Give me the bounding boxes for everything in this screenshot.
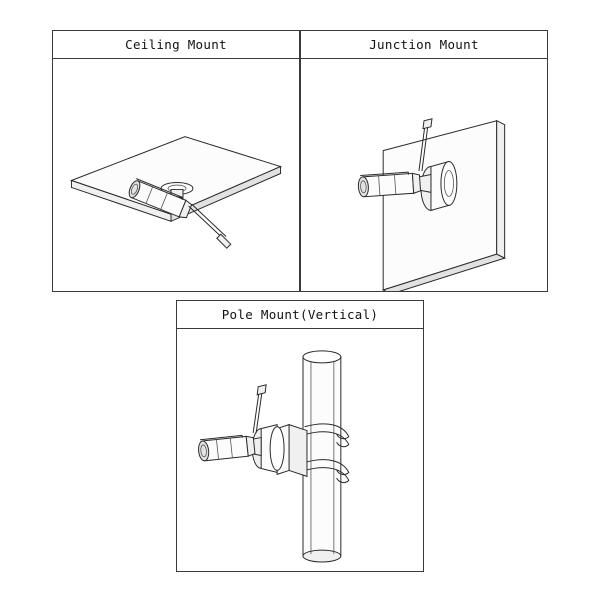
panel-junction-mount-title: Junction Mount (301, 31, 547, 59)
panel-junction-mount-illustration (301, 59, 547, 291)
panel-pole-mount-title: Pole Mount(Vertical) (177, 301, 423, 329)
panel-ceiling-mount-illustration (53, 59, 299, 291)
panel-pole-mount (176, 300, 424, 572)
panel-ceiling-mount-title: Ceiling Mount (53, 31, 299, 59)
panel-pole-mount-illustration (177, 329, 423, 571)
panel-ceiling-mount (52, 30, 300, 292)
panel-junction-mount (300, 30, 548, 292)
